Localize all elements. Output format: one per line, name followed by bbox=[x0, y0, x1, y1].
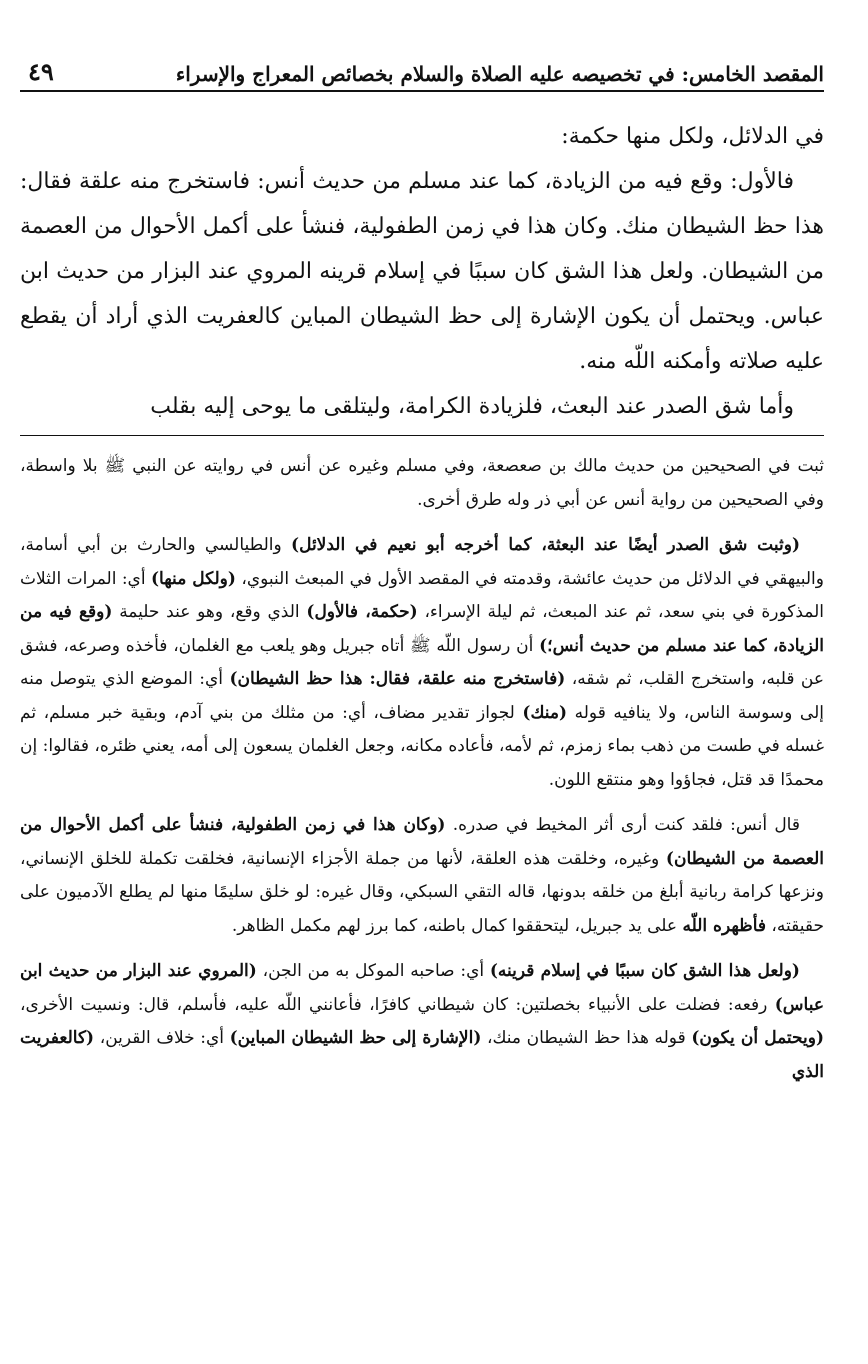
bolded-quote: (المروي عند البزار من حديث ابن عباس) bbox=[20, 961, 824, 1015]
bolded-quote: (حكمة، فالأول) bbox=[306, 602, 418, 622]
commentary-text: لجواز تقدير مضاف، أي: من مثلك من بني آدم، وبقية خبر مسلم، ثم غسله في طست من ذهب بماء زمزم، ثم لأمه، فأعاده مكانه، وجعل الغلمان يسعون إلى أمه، يعني ظئره، فقالوا: إن محمدًا قد قتل، فجاؤوا وهو منتقع اللون. bbox=[20, 702, 824, 790]
commentary-paragraph bbox=[20, 955, 824, 1089]
commentary bbox=[20, 450, 824, 1089]
commentary-paragraph bbox=[20, 809, 824, 943]
commentary-text: أن رسول اللّه ﷺ أتاه جبريل وهو يلعب مع الغلمان، فأخذه وصرعه، فشق عن قلبه، واستخرج القلب، ثم شقه، bbox=[20, 635, 824, 689]
main-text bbox=[20, 114, 824, 429]
commentary-text: على يد جبريل، ليتحققوا كمال باطنه، كما برز لهم مكمل الظاهر. bbox=[231, 915, 683, 936]
bolded-quote: (ويحتمل أن يكون) bbox=[691, 1028, 824, 1048]
commentary-text: وغيره، وخلقت هذه العلقة، لأنها من جملة الأجزاء الإنسانية، فخلقت تكملة للخلق الإنساني، ونزعها كرامة ربانية أبلغ من خلقه بدونها، قاله التقي السبكي، وقال غيره: لو خلق سليمًا منها لم يطلع الآدميون على حقيقته، bbox=[20, 848, 824, 936]
bolded-quote: (وكان هذا في زمن الطفولية، فنشأ على أكمل الأحوال من العصمة من الشيطان) bbox=[20, 815, 824, 869]
commentary-text: قوله هذا حظ الشيطان منك، bbox=[481, 1028, 692, 1048]
commentary-paragraph: ثبت في الصحيحين من حديث مالك بن صعصعة، وفي مسلم وغيره عن أنس في روايته عن النبي ﷺ بلا واسطة، وفي الصحيحين من رواية أنس عن أبي ذر وله طرق أخرى. bbox=[20, 456, 824, 510]
bolded-quote: (فاستخرج منه علقة، فقال: هذا حظ الشيطان) bbox=[229, 669, 566, 689]
bolded-quote: (منك) bbox=[522, 702, 568, 723]
bolded-quote: (ولكل منها) bbox=[151, 568, 236, 589]
bolded-quote: (وقع فيه من الزيادة، كما عند مسلم من حديث أنس؛) bbox=[20, 602, 824, 656]
main-text-paragraph: في الدلائل، ولكل منها حكمة: bbox=[561, 124, 824, 149]
commentary-text: أي: صاحبه الموكل به من الجن، bbox=[256, 961, 490, 981]
commentary-text: الذي وقع، وهو عند حليمة bbox=[112, 602, 307, 622]
bolded-quote: (وثبت شق الصدر أيضًا عند البعثة، كما أخرجه أبو نعيم في الدلائل) bbox=[291, 535, 800, 555]
bolded-quote: (كالعفريت الذي bbox=[20, 1028, 824, 1082]
running-header bbox=[20, 40, 824, 92]
commentary-text: رفعه: فضلت على الأنبياء بخصلتين: كان شيطاني كافرًا، فأعانني اللّه عليه، فأسلم، قال: ونسيت الأخرى، bbox=[20, 994, 775, 1015]
commentary-text: أي: خلاف القرين، bbox=[94, 1028, 230, 1048]
page-number: ٤٩ bbox=[28, 57, 54, 86]
document-page bbox=[20, 40, 824, 1101]
bolded-quote: (ولعل هذا الشق كان سببًا في إسلام قرينه) bbox=[489, 961, 800, 981]
main-text-paragraph: فالأول: وقع فيه من الزيادة، كما عند مسلم من حديث أنس: فاستخرج منه علقة فقال: هذا حظ الشيطان منك. وكان هذا في زمن الطفولية، فنشأ على أكمل الأحوال من العصمة من الشيطان. ولعل هذا الشق كان سببًا في إسلام قرينه المروي عند البزار من حديث ابن عباس. ويحتمل أن يكون الإشارة إلى حظ الشيطان المباين كالعفريت الذي أراد أن يقطع عليه صلاته وأمكنه اللّه منه. bbox=[20, 169, 824, 374]
chapter-title: المقصد الخامس: في تخصيصه عليه الصلاة والسلام بخصائص المعراج والإسراء bbox=[175, 62, 824, 86]
commentary-text: والطيالسي والحارث بن أبي أسامة، والبيهقي في الدلائل من حديث عائشة، وقدمته في المقصد الأول في المبعث النبوي، bbox=[20, 535, 824, 589]
text-separator bbox=[20, 435, 824, 436]
commentary-text: أي: المرات الثلاث المذكورة في بني سعد، ثم عند المبعث، ثم ليلة الإسراء، bbox=[20, 568, 824, 622]
commentary-paragraph bbox=[20, 529, 824, 797]
main-text-paragraph: وأما شق الصدر عند البعث، فلزيادة الكرامة، وليتلقى ما يوحى إليه بقلب bbox=[150, 394, 794, 419]
bolded-quote: (الإشارة إلى حظ الشيطان المباين) bbox=[229, 1028, 482, 1048]
bolded-quote: فأظهره اللّه bbox=[682, 915, 767, 936]
commentary-text: قال أنس: فلقد كنت أرى أثر المخيط في صدره. bbox=[445, 815, 800, 835]
commentary-text: أي: الموضع الذي يتوصل منه إلى وسوسة الناس، ولا ينافيه قوله bbox=[20, 669, 824, 723]
